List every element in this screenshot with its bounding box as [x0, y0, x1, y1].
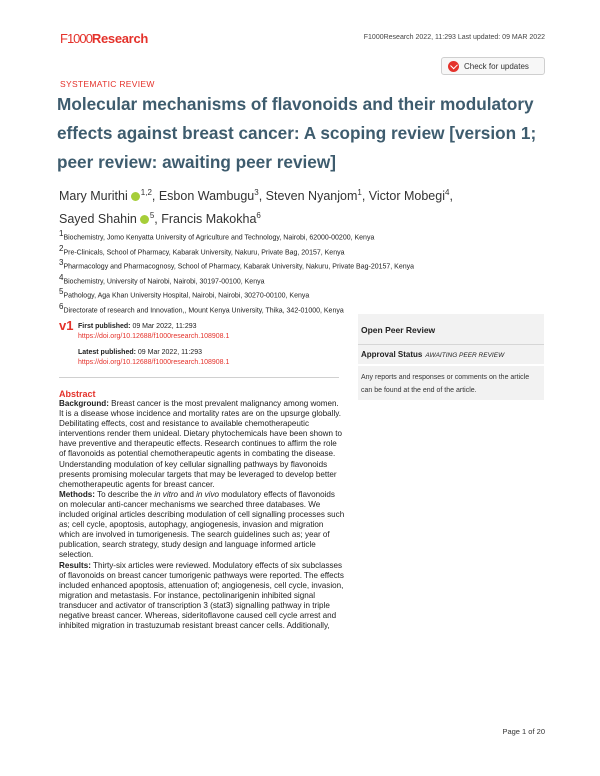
- affiliation-item: $^1$Biochemistry, Jomo Kenyatta University of Agriculture and Technology, Nairobi, 62000-00200, Kenya: [59, 229, 375, 242]
- author-name[interactable]: Mary Murithi: [59, 189, 128, 204]
- author-name[interactable]: , Steven Nyanjom: [258, 189, 358, 204]
- author-name[interactable]: , Esbon Wambugu: [151, 189, 255, 204]
- check-updates-button[interactable]: [441, 57, 545, 75]
- affiliation-item: $^6$Directorate of research and Innovation,, Mount Kenya University, Thika, 342-01000, Kenya: [59, 301, 344, 314]
- article-type-label: SYSTEMATIC REVIEW: [60, 79, 155, 89]
- affiliation-item: $^3$Pharmacology and Pharmacognosy, School of Pharmacy, Kabarak University, Nakuru, Private Bag-20157, Kenya: [59, 258, 415, 271]
- orcid-icon[interactable]: [131, 192, 140, 201]
- journal-logo: F1000Research: [60, 31, 149, 46]
- check-updates-label: Check for updates: [464, 61, 529, 71]
- check-updates-icon: [448, 61, 459, 72]
- approval-status: Approval Status AWAITING PEER REVIEW: [358, 344, 544, 364]
- author-name[interactable]: , Francis Makokha: [154, 212, 257, 227]
- abstract-heading: Abstract: [59, 389, 96, 399]
- publication-info: First published: 09 Mar 2022, 11:293 https://doi.org/10.12688/f1000research.108908.1 Latest published: 09 Mar 2022, 11:293 https://doi.org/10.12688/f1000research.108908.1: [78, 323, 230, 366]
- header-meta: F1000Research 2022, 11:293 Last updated: 09 MAR 2022: [363, 34, 545, 41]
- first-doi-link[interactable]: https://doi.org/10.12688/f1000research.108908.1: [78, 333, 230, 340]
- version-badge: v1: [59, 318, 74, 333]
- latest-doi-link[interactable]: https://doi.org/10.12688/f1000research.108908.1: [78, 359, 230, 366]
- orcid-icon[interactable]: [140, 215, 149, 224]
- status-badge: AWAITING PEER REVIEW: [425, 352, 505, 359]
- divider: [59, 377, 339, 378]
- author-list: Mary Murithi $^{1,2}$, Esbon Wambugu$^3$, Steven Nyanjom$^1$, Victor Mobegi$^4$, Sayed Shahin $^5$, Francis Makokha$^6$: [59, 188, 453, 227]
- abstract-body: Background: Breast cancer is the most prevalent malignancy among women. It is a disease whose incidence and mortality rates are on the upsurge globally. Debilitating effects, cost and resistance to available chemotherapeutic interventions render them unideal. Dietary phytochemicals have been shown to have preventive and therapeutic effects. Research continues to affirm the role of flavonoids as potential chemotherapeutic agents in combating the disease. Understanding modulation of key cellular signalling pathways by flavonoids presents promising molecular targets that may be leveraged to develop better chemotherapeutic agents for breast cancer. Methods: To describe the in vitro and in vivo modulatory effects of flavonoids on molecular anti-cancer mechanisms we searched three databases. We included original articles describing modulation of cell signalling processes such as; cell cycle, apoptosis, autophagy, angiogenesis, invasion and migration which are involved in tumorigenesis. The search guidelines such as; year of publication, search strategy, study design and language informed article selection. Results: Thirty-six articles were reviewed. Modulatory effects of six subclasses of flavonoids on breast cancer tumorigenic pathways were reported. The effects included enhanced apoptosis, attenuation of; angiogenesis, cell cycle, invasion, migration and metastasis. For instance, pectolinarigenin inhibited signal transducer and activator of transcription 3 (stat3) signalling pathway in triple negative breast cancer. Whereas, sideritoflavone caused cell cycle arrest and inhibited migration in trastuzumab resistant breast cancer cells. Additionally,: [59, 399, 345, 631]
- affiliations: [59, 229, 539, 316]
- affiliation-item: $^2$Pre-Clinicals, School of Pharmacy, Kabarak University, Nakuru, Private Bag, 20157, Kenya: [59, 243, 345, 256]
- affiliation-item: $^4$Biochemistry, University of Nairobi, Nairobi, 30197-00100, Kenya: [59, 272, 265, 285]
- author-name[interactable]: , Victor Mobegi: [361, 189, 445, 204]
- page-number: Page 1 of 20: [502, 727, 545, 736]
- peer-review-heading: Open Peer Review: [358, 314, 544, 344]
- article-title: Molecular mechanisms of flavonoids and their modulatory effects against breast cancer: A scoping review [version 1; peer review: awaiting peer review]: [57, 94, 537, 172]
- author-name[interactable]: Sayed Shahin: [59, 212, 137, 227]
- peer-review-note: Any reports and responses or comments on the article can be found at the end of the article.: [358, 366, 544, 400]
- affiliation-item: $^5$Pathology, Aga Khan University Hospital, Nairobi, Nairobi, 30270-00100, Kenya: [59, 287, 310, 300]
